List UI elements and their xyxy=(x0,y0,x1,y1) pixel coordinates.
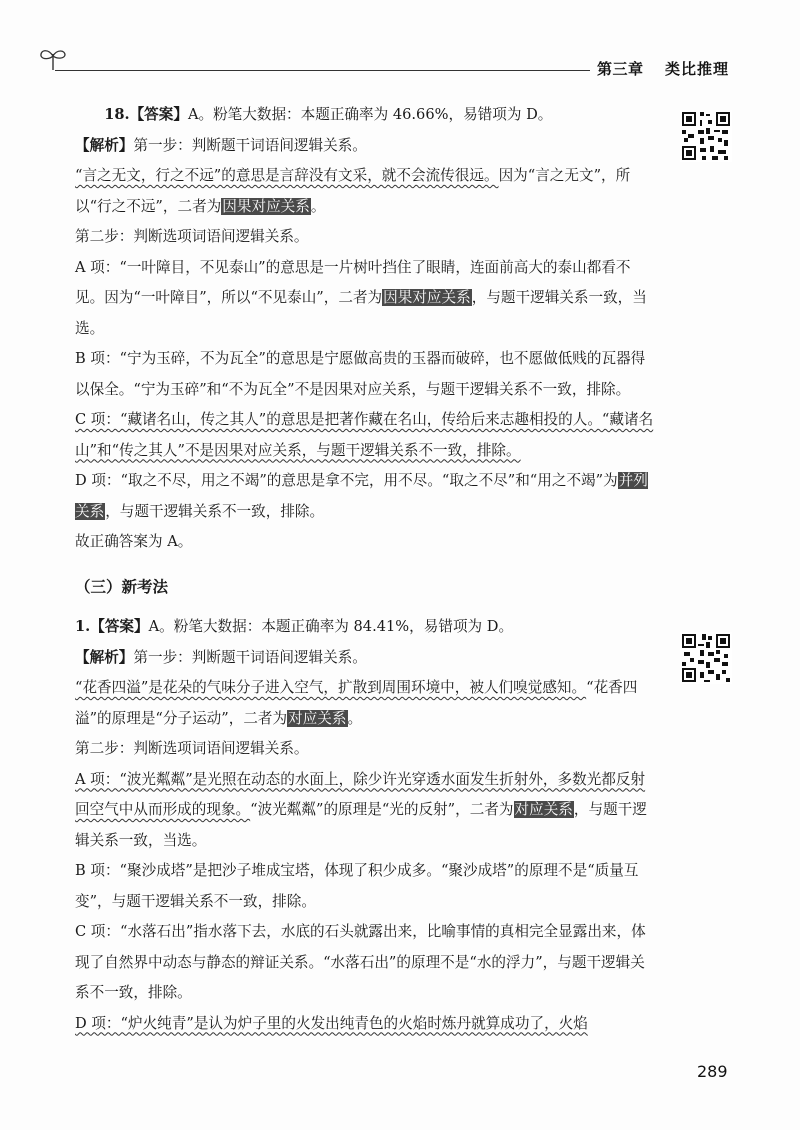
body-text: 。 xyxy=(310,197,326,215)
body-text: A 项：“一叶障目，不见泰山”的意思是一片树叶挡住了眼睛，连面前高大的泰山都看不见。因为“一叶障目”，所以“不见泰山”，二者为 xyxy=(75,258,631,306)
q18-option-a xyxy=(75,253,655,345)
step-text: 第一步：判断题干词语间逻辑关系。 xyxy=(133,648,367,666)
q1-option-d xyxy=(75,1009,655,1040)
qr-code-icon xyxy=(680,632,732,684)
q18-analysis-step1 xyxy=(75,131,655,162)
q1-stem-explanation xyxy=(75,673,655,734)
body-text: “波光粼粼”的原理是“光的反射”，二者为 xyxy=(250,801,514,818)
header-rule xyxy=(55,70,590,71)
body-text: D 项：“取之不尽，用之不竭”的意思是拿不完，用不尽。“取之不尽”和“用之不竭”为 xyxy=(75,472,618,489)
body-text: ，与题干逻辑关系一致，当选。 xyxy=(75,289,647,337)
topic-label: 类比推理 xyxy=(665,60,730,78)
step-text: 第一步：判断题干词语间逻辑关系。 xyxy=(133,136,367,154)
analysis-label: 【解析】 xyxy=(75,648,134,666)
analysis-label: 【解析】 xyxy=(75,136,134,154)
page-number: 289 xyxy=(697,1062,728,1081)
body-text: “花香四溢”的原理是“分子运动”，二者为 xyxy=(75,679,638,727)
page-header xyxy=(0,0,800,90)
highlighted-relation: 并列关系 xyxy=(75,472,648,520)
answer-text: A。粉笔大数据：本题正确率为 84.41%，易错项为 D。 xyxy=(148,618,514,635)
section-heading: （三）新考法 xyxy=(75,577,169,596)
wavy-underlined-text: C 项：“藏诸名山，传之其人”的意思是把著作藏在名山，传给后来志趣相投的人。“藏诸名山”和“传之其人”不是因果对应关系，与题干逻辑关系不一致，排除。 xyxy=(75,411,654,459)
highlighted-relation: 因果对应关系 xyxy=(383,289,471,306)
answer-text: A。粉笔大数据：本题正确率为 46.66%，易错项为 D。 xyxy=(187,106,553,123)
page-content xyxy=(75,100,655,1039)
body-text: ，与题干逻辑关系一致，当选。 xyxy=(75,801,647,849)
q1-option-b: B 项：“聚沙成塔”是把沙子堆成宝塔，体现了积少成多。“聚沙成塔”的原理不是“质量互变”，与题干逻辑关系不一致，排除。 xyxy=(75,862,639,910)
body-text: ，与题干逻辑关系不一致，排除。 xyxy=(105,502,325,520)
q18-step2: 第二步：判断选项词语间逻辑关系。 xyxy=(75,228,309,245)
q18-option-d xyxy=(75,466,655,527)
q18-answer xyxy=(75,100,655,131)
q18-option-c xyxy=(75,405,655,466)
q18-stem-explanation xyxy=(75,161,655,222)
chapter-label: 第三章 xyxy=(597,60,644,78)
highlighted-relation: 对应关系 xyxy=(514,801,573,818)
answer-label: 1.【答案】 xyxy=(75,618,149,635)
q18-conclusion: 故正确答案为 A。 xyxy=(75,533,193,550)
q1-option-c: C 项：“水落石出”指水落下去，水底的石头就露出来，比喻事情的真相完全显露出来，体现了自然界中动态与静态的辩证关系。“水落石出”的原理不是“水的浮力”，与题干逻辑关系不一致，排除。 xyxy=(75,923,646,1001)
q1-option-a xyxy=(75,765,655,857)
wavy-underlined-text: D 项：“炉火纯青”是认为炉子里的火发出纯青色的火焰时炼丹就算成功了，火焰 xyxy=(75,1014,588,1032)
q1-analysis-step1 xyxy=(75,643,655,674)
wavy-underlined-text: “言之无文，行之不远”的意思是言辞没有文采，就不会流传很远。 xyxy=(75,167,499,184)
body-text: 。 xyxy=(347,709,363,727)
highlighted-relation: 因果对应关系 xyxy=(222,197,310,215)
qr-code-icon xyxy=(680,110,732,162)
q1-step2: 第二步：判断选项词语间逻辑关系。 xyxy=(75,740,309,757)
q18-option-b: B 项：“宁为玉碎，不为瓦全”的意思是宁愿做高贵的玉器而破碎，也不愿做低贱的瓦器得以保全。“宁为玉碎”和“不为瓦全”不是因果对应关系，与题干逻辑关系不一致，排除。 xyxy=(75,350,646,398)
answer-label: 18.【答案】 xyxy=(104,106,188,123)
q1-answer xyxy=(75,612,655,643)
highlighted-relation: 对应关系 xyxy=(288,709,347,727)
body-text: 因为“言之无文”，所以“行之不远”，二者为 xyxy=(75,167,631,215)
wavy-underlined-text: “花香四溢”是花朵的气味分子进入空气，扩散到周围环境中，被人们嗅觉感知。 xyxy=(75,679,587,696)
wavy-underlined-text: A 项：“波光粼粼”是光照在动态的水面上，除少许光穿透水面发生折射外，多数光都反射回空气中从而形成的现象。 xyxy=(75,770,646,818)
